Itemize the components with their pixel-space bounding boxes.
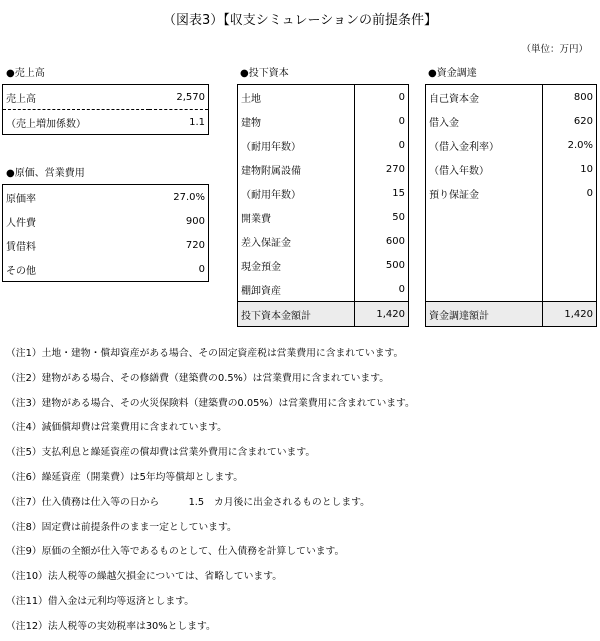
table-row: [238, 277, 409, 302]
funding-table: [425, 84, 597, 327]
invest-value: 0: [354, 109, 408, 133]
sales-growth-label: （売上増加係数）: [6, 118, 86, 130]
cost-value: 900: [185, 215, 205, 227]
note-item: （注2）建物がある場合、その修繕費（建築費の0.5%）は営業費用に含まれています。: [6, 372, 390, 384]
note-item: （注7）仕入債務は仕入等の日から 1.5 カ月後に出金されるものとします。: [6, 496, 370, 508]
sales-value: 2,570: [176, 91, 205, 103]
note-item: （注4）減価償却費は営業費用に含まれています。: [6, 422, 227, 434]
table-row: [238, 229, 409, 253]
cost-label: その他: [6, 265, 36, 277]
invest-total-label: 投下資本金額計: [238, 302, 355, 327]
table-row: [3, 257, 209, 282]
invest-value: 600: [354, 229, 408, 253]
invest-value: 500: [354, 253, 408, 277]
cost-label: 人件費: [6, 217, 36, 229]
funding-value: 0: [542, 181, 596, 205]
invest-total-row: [238, 302, 409, 327]
table-row: [426, 133, 597, 157]
table-row: [3, 85, 209, 110]
funding-value: 10: [542, 157, 596, 181]
invest-label: 開業費: [241, 213, 271, 225]
note-item: （注12）法人税等の実効税率は30%とします。: [6, 620, 216, 632]
funding-value: 620: [542, 109, 596, 133]
cost-label: 賃借料: [6, 241, 36, 253]
invest-heading: ●投下資本: [240, 68, 289, 79]
invest-label: （耐用年数）: [241, 141, 301, 153]
funding-value: 2.0%: [542, 133, 596, 157]
table-row: [426, 277, 597, 302]
cost-label: 原価率: [6, 193, 36, 205]
table-row: [238, 133, 409, 157]
funding-total-label: 資金調達額計: [426, 302, 543, 327]
cost-heading: ●原価、営業費用: [6, 168, 85, 179]
note-item: （注6）繰延資産（開業費）は5年均等償却とします。: [6, 471, 244, 483]
table-row: [238, 157, 409, 181]
table-row: [238, 85, 409, 110]
funding-heading: ●資金調達: [428, 68, 477, 79]
sales-label: 売上高: [6, 93, 36, 105]
table-row: [238, 253, 409, 277]
note-item: （注3）建物がある場合、その火災保険料（建築費の0.05%）は営業費用に含まれています。: [6, 397, 415, 409]
unit-label: （単位：万円）: [521, 44, 588, 55]
funding-label: （借入金利率）: [429, 141, 499, 153]
invest-value: 50: [354, 205, 408, 229]
table-row: [3, 110, 209, 135]
table-row: [426, 157, 597, 181]
funding-label: 預り保証金: [429, 189, 479, 201]
table-row: [426, 109, 597, 133]
invest-label: （耐用年数）: [241, 189, 301, 201]
cost-value: 27.0%: [173, 191, 205, 203]
cost-value: 0: [198, 263, 205, 275]
page-title: （図表3）【収支シミュレーションの前提条件】: [163, 13, 437, 28]
funding-label: （借入年数）: [429, 165, 489, 177]
sales-heading: ●売上高: [6, 68, 45, 79]
table-row: [426, 85, 597, 110]
invest-label: 現金預金: [241, 261, 281, 273]
note-item: （注11）借入金は元利均等返済とします。: [6, 595, 195, 607]
invest-label: 棚卸資産: [241, 285, 281, 297]
table-row: [3, 209, 209, 233]
invest-total-value: 1,420: [354, 302, 408, 327]
funding-label: 借入金: [429, 117, 459, 129]
table-row: [238, 205, 409, 229]
table-row: [426, 253, 597, 277]
invest-table: [237, 84, 409, 327]
table-row: [238, 109, 409, 133]
notes-list: [6, 342, 596, 640]
table-row: [3, 185, 209, 210]
invest-value: 270: [354, 157, 408, 181]
note-item: （注9）原価の全額が仕入等であるものとして、仕入債務を計算しています。: [6, 546, 345, 558]
table-row: [426, 205, 597, 229]
note-item: （注10）法人税等の繰越欠損金については、省略しています。: [6, 571, 283, 583]
note-item: （注5）支払利息と繰延資産の償却費は営業外費用に含まれています。: [6, 447, 316, 459]
sales-table: [2, 84, 209, 135]
invest-value: 0: [354, 133, 408, 157]
table-row: [426, 229, 597, 253]
funding-total-row: [426, 302, 597, 327]
invest-value: 0: [354, 85, 408, 110]
table-row: [3, 233, 209, 257]
funding-total-value: 1,420: [542, 302, 596, 327]
invest-value: 15: [354, 181, 408, 205]
invest-label: 建物: [241, 117, 261, 129]
note-item: （注1）土地・建物・償却資産がある場合、その固定資産税は営業費用に含まれています。: [6, 348, 404, 359]
funding-value: 800: [542, 85, 596, 110]
invest-value: 0: [354, 277, 408, 302]
table-row: [426, 181, 597, 205]
table-row: [238, 181, 409, 205]
invest-label: 土地: [241, 93, 261, 105]
invest-label: 建物附属設備: [241, 165, 301, 177]
note-item: （注8）固定費は前提条件のまま一定としています。: [6, 521, 237, 533]
funding-label: 自己資本金: [429, 93, 479, 105]
invest-label: 差入保証金: [241, 237, 291, 249]
sales-growth-value: 1.1: [189, 116, 205, 128]
cost-value: 720: [185, 239, 205, 251]
cost-table: [2, 184, 209, 282]
